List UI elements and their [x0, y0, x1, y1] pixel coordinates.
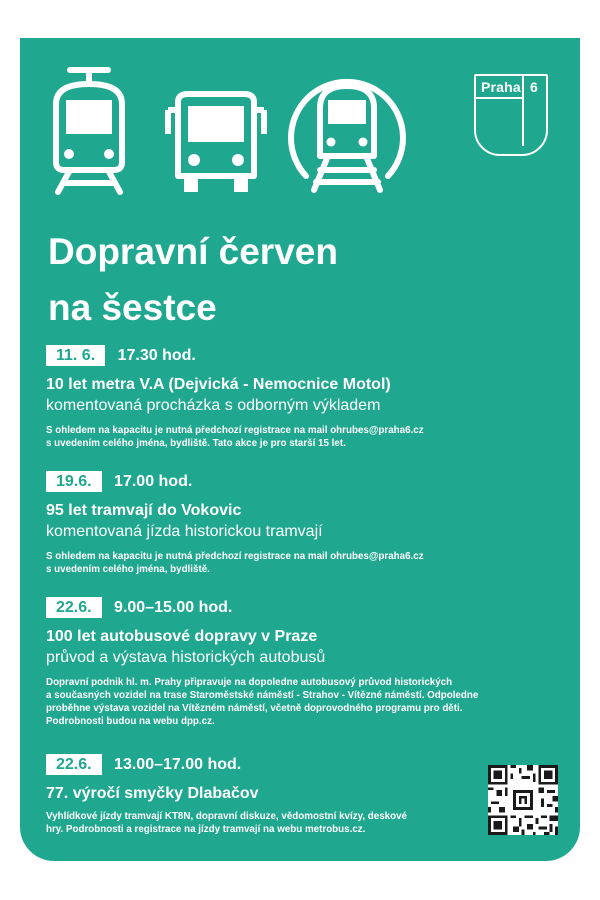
qr-code: [488, 765, 558, 835]
event-note: S ohledem na kapacitu je nutná předchozí registrace na mail ohrubes@praha6.cz s uvedením celého jména, bydliště. Tato akce je pro starší 15 let.: [46, 425, 424, 449]
bus-icon: [164, 90, 268, 196]
event-date: 11. 6.: [46, 345, 105, 366]
event-time: 17.00 hod.: [114, 472, 193, 490]
event-4: [46, 754, 470, 836]
event-heading: 100 let autobusové dopravy v Praze: [46, 628, 318, 645]
poster: [20, 38, 580, 861]
event-subheading: komentovaná procházka s odborným výkladem: [46, 397, 381, 414]
event-date: 22.6.: [46, 754, 102, 775]
event-time: 9.00–15.00 hod.: [114, 598, 233, 616]
logo-underline: [476, 97, 522, 99]
event-time: 13.00–17.00 hod.: [114, 755, 242, 773]
metro-icon: [284, 64, 410, 194]
title-line-2: na šestce: [48, 287, 217, 328]
event-date: 22.6.: [46, 597, 102, 618]
event-heading: 10 let metra V.A (Dejvická - Nemocnice Motol): [46, 376, 391, 393]
praha6-logo: [474, 74, 548, 156]
event-time: 17.30 hod.: [117, 346, 196, 364]
event-heading: 77. výročí smyčky Dlabačov: [46, 785, 259, 802]
event-heading: 95 let tramvají do Vokovic: [46, 502, 242, 519]
page-title: [48, 224, 338, 336]
logo-number: 6: [530, 79, 538, 95]
event-2: [46, 471, 560, 576]
event-date: 19.6.: [46, 471, 102, 492]
logo-divider: [522, 76, 524, 146]
event-note: S ohledem na kapacitu je nutná předchozí registrace na mail ohrubes@praha6.cz s uvedením celého jména, bydliště.: [46, 551, 424, 575]
event-1: [46, 345, 560, 450]
event-note: Vyhlídkové jízdy tramvají KT8N, dopravní diskuze, vědomostní kvízy, deskové hry. Podrobnosti a registrace na jízdy tramvají na webu metrobus.cz.: [46, 811, 407, 835]
event-note: Dopravní podnik hl. m. Prahy připravuje na dopoledne autobusový průvod historických a současných vozidel na trase Staroměstské náměstí - Strahov - Vítězné náměstí. Odpoledne proběhne výstava vozidel na Vítězném náměstí, včetně doprovodného programu pro děti. Podrobnosti budou na webu dpp.cz.: [46, 677, 479, 727]
event-subheading: komentovaná jízda historickou tramvají: [46, 523, 323, 540]
event-3: [46, 597, 560, 728]
tram-icon: [46, 66, 132, 196]
logo-text: Praha: [481, 79, 521, 95]
title-line-1: Dopravní červen: [48, 231, 338, 272]
event-subheading: průvod a výstava historických autobusů: [46, 649, 326, 666]
